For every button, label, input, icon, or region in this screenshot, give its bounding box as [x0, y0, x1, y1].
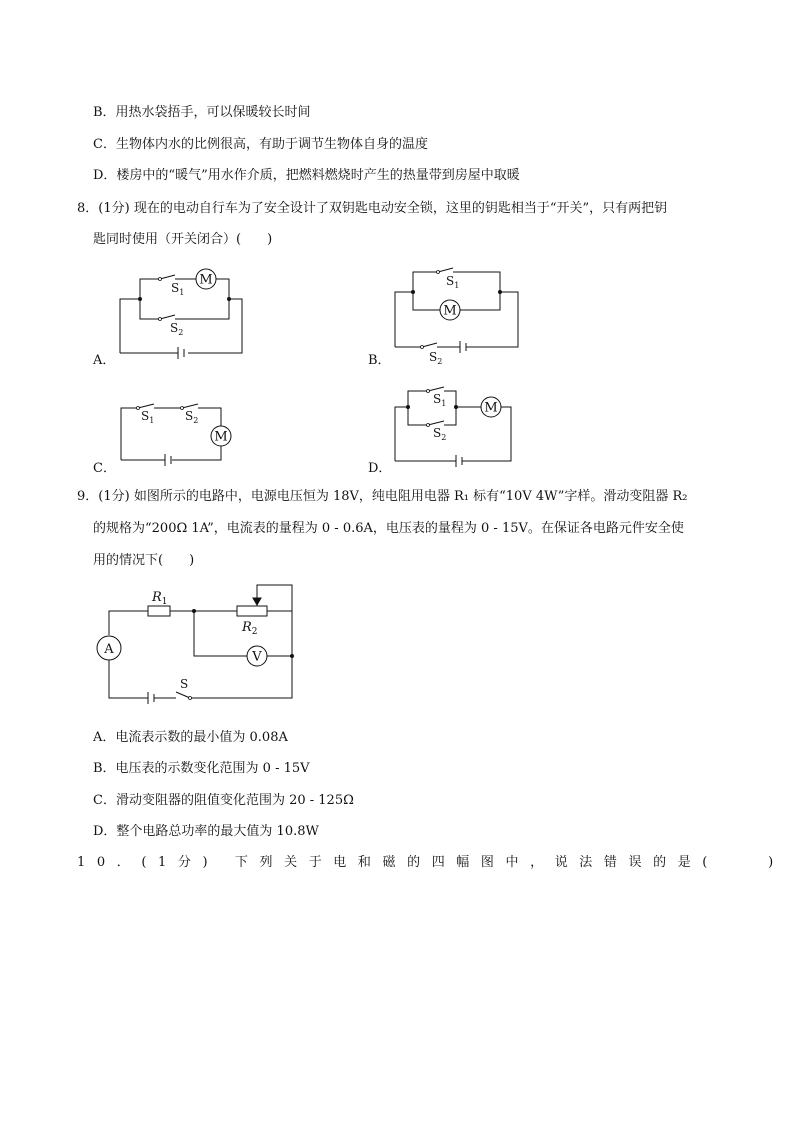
switch-label: S	[180, 677, 189, 691]
q8-circuit-b	[392, 262, 522, 366]
svg-text:S1: $S_1$	[171, 281, 185, 297]
q8-option-d-label: D．	[368, 461, 392, 476]
svg-text:R2: $R_2$	[242, 620, 258, 637]
svg-text:S1: $S_1$	[446, 274, 460, 290]
svg-text:S2: $S_2$	[170, 321, 184, 337]
svg-text:R1: $R_1$	[152, 590, 168, 607]
svg-text:S2: $S_2$	[185, 409, 199, 425]
svg-text:M: M	[214, 429, 228, 445]
q9-option-b: B．电压表的示数变化范围为 0 - 15V	[93, 761, 310, 776]
svg-text:S1: $S_1$	[433, 392, 447, 408]
svg-text:S2: $S_2$	[429, 350, 443, 366]
q7-option-d: D．楼房中的“暖气”用水作介质，把燃料燃烧时产生的热量带到房屋中取暖	[93, 168, 520, 183]
q8-circuit-c	[118, 398, 248, 468]
q10-stem-line1: 10．(1分) 下列关于电和磁的四幅图中，说法错误的是( )	[77, 855, 785, 870]
q7-option-b: B．用热水袋捂手，可以保暖较长时间	[93, 105, 311, 120]
q8-stem-line1: 8．(1分) 现在的电动自行车为了安全设计了双钥匙电动安全锁，这里的钥匙相当于“开关”，只有两把钥	[77, 201, 668, 216]
ammeter-label: A	[104, 642, 114, 657]
q9-option-d: D．整个电路总功率的最大值为 10.8W	[93, 824, 319, 839]
q9-circuit	[92, 580, 302, 705]
q9-stem-line3: 用的情况下( )	[93, 553, 195, 568]
q8-option-a-label: A．	[93, 353, 116, 368]
q9-stem-line2: 的规格为“200Ω 1A”，电流表的量程为 0 - 0.6A，电压表的量程为 0 - 15V。在保证各电路元件安全使	[93, 521, 684, 536]
motor-label: M	[199, 272, 213, 288]
q9-option-c: C．滑动变阻器的阻值变化范围为 20 - 125Ω	[93, 793, 354, 808]
svg-text:M: M	[443, 303, 457, 319]
q8-circuit-a	[118, 264, 248, 358]
q7-option-c: C．生物体内水的比例很高，有助于调节生物体自身的温度	[93, 137, 428, 152]
q8-stem-line2: 匙同时使用（开关闭合）( )	[93, 232, 273, 247]
q8-option-b-label: B．	[368, 353, 391, 368]
svg-text:S1: $S_1$	[141, 409, 155, 425]
q9-option-a: A．电流表示数的最小值为 0.08A	[93, 730, 288, 745]
q8-option-c-label: C．	[93, 461, 116, 476]
q8-circuit-d	[392, 383, 522, 467]
q9-stem-line1: 9．(1分) 如图所示的电路中，电源电压恒为 18V，纯电阻用电器 R₁ 标有“10V 4W”字样。滑动变阻器 R₂	[77, 489, 688, 504]
voltmeter-label: V	[252, 649, 262, 665]
svg-text:M: M	[484, 400, 498, 416]
svg-text:S2: $S_2$	[433, 426, 447, 442]
